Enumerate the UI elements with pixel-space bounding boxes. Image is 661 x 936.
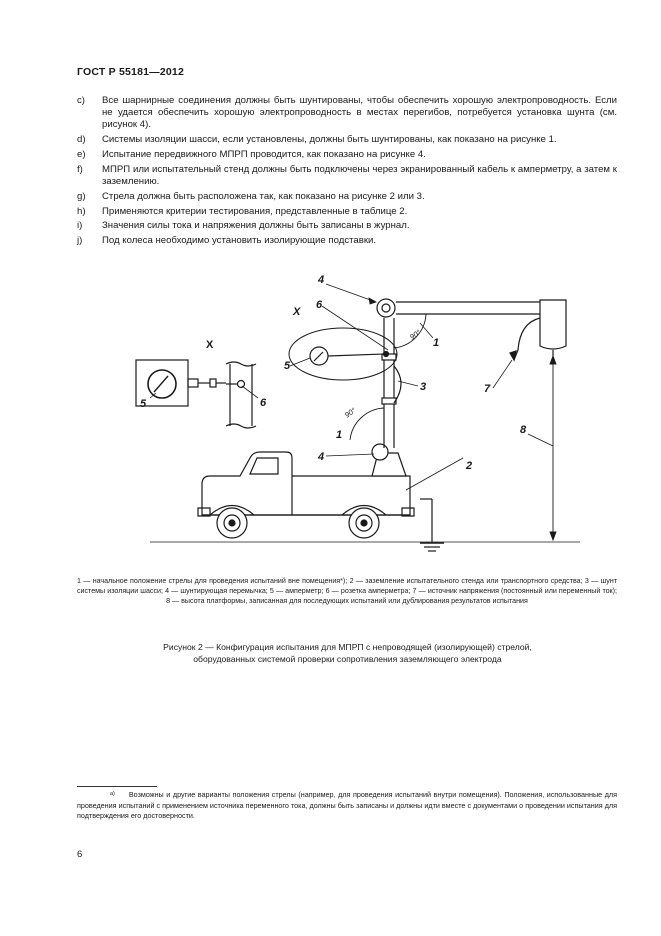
upper-shunt-jumper bbox=[377, 299, 395, 317]
horizontal-boom bbox=[396, 302, 542, 314]
angle-label-top: 90° bbox=[407, 327, 423, 342]
footnote-divider bbox=[77, 786, 157, 787]
item-text: МПРП или испытательный стенд должны быть подключены через экранированный кабель к амперметру, а затем к заземлению. bbox=[102, 163, 617, 187]
item-letter: i) bbox=[77, 220, 83, 232]
requirements-list bbox=[77, 95, 617, 250]
list-item-h bbox=[77, 206, 617, 218]
item-text: Стрела должна быть расположена так, как показано на рисунке 2 или 3. bbox=[102, 190, 425, 202]
footnote-text: Возможны и другие варианты положения стрелы (например, для проведения испытаний внутри помещения). Положения, использованные для проведения испытаний с применением источника переменного тока, должны быть записаны и должны идти вместе с документами о проведении испытания для подтверждения его достоверности. bbox=[77, 790, 617, 820]
item-text: Применяются критерии тестирования, представленные в таблице 2. bbox=[102, 205, 408, 217]
voltage-source-cable bbox=[514, 318, 540, 360]
upper-angle-arc bbox=[394, 314, 426, 348]
platform-height-dimension bbox=[550, 356, 556, 540]
label-x-lower: X bbox=[206, 339, 214, 351]
item-text: Под колеса необходимо установить изолирующие подставки. bbox=[102, 235, 377, 247]
item-text: Все шарнирные соединения должны быть шунтированы, чтобы обеспечить хорошую электропроводность. Если не удается обеспечить хорошую электропроводность в местах перегибов, потребуется установка шунта (см. рисунок 4). bbox=[102, 95, 617, 131]
lower-shunt-jumper bbox=[372, 444, 388, 460]
label-1-bottom: 1 bbox=[336, 429, 343, 441]
item-text: Испытание передвижного МПРП проводится, как показано на рисунке 4. bbox=[102, 149, 426, 160]
footnote-marker: а) bbox=[110, 791, 115, 797]
item-letter: e) bbox=[77, 149, 86, 160]
footnote bbox=[77, 789, 617, 822]
item-letter: d) bbox=[77, 134, 86, 146]
list-item-g bbox=[77, 191, 617, 203]
figure-legend: 1 — начальное положение стрелы для проведения испытаний вне помещения*); 2 — заземление испытательного стенда или транспортного средства; 3 — шунт системы изоляции шасси; 4 — шунтирующая перемычка; 5 — амперметр; 6 — розетка амперметра; 7 — источник напряжения (постоянный или переменный ток); 8 — высота платформы, записанная для последующих испытаний или дублирования результатов испытания bbox=[77, 577, 617, 605]
ammeter-plug bbox=[188, 379, 226, 387]
label-4-top: 4 bbox=[318, 274, 325, 286]
label-1-top: 1 bbox=[433, 337, 440, 349]
list-item-j bbox=[77, 235, 617, 247]
list-item-i bbox=[77, 220, 617, 232]
list-item-e bbox=[77, 149, 617, 161]
list-item-c bbox=[77, 95, 617, 132]
item-letter: j) bbox=[77, 235, 83, 247]
label-5-left: 5 bbox=[140, 398, 147, 410]
label-8: 8 bbox=[520, 424, 527, 436]
ammeter-socket-detail bbox=[384, 352, 389, 357]
item-letter: c) bbox=[77, 95, 85, 106]
label-7: 7 bbox=[484, 383, 491, 395]
label-6-top: 6 bbox=[316, 299, 323, 311]
list-item-f bbox=[77, 164, 617, 188]
label-5: 5 bbox=[284, 360, 291, 372]
ground-symbol bbox=[420, 499, 444, 551]
figure-caption bbox=[100, 641, 595, 665]
label-3: 3 bbox=[420, 381, 427, 393]
label-2: 2 bbox=[466, 460, 473, 472]
angle-label-bottom: 90° bbox=[342, 405, 358, 420]
caption-line-2: оборудованных системой проверки сопротивления заземляющего электрода bbox=[193, 654, 502, 664]
item-letter: f) bbox=[77, 163, 83, 175]
boom-section-detail bbox=[226, 362, 256, 428]
page-number: 6 bbox=[77, 849, 83, 860]
label-x-upper: X bbox=[293, 306, 301, 318]
list-item-d bbox=[77, 134, 617, 146]
document-header: ГОСТ Р 55181—2012 bbox=[77, 66, 185, 78]
label-6-left: 6 bbox=[260, 397, 267, 409]
item-letter: g) bbox=[77, 190, 86, 202]
caption-line-1: Рисунок 2 — Конфигурация испытания для МПРП с непроводящей (изолирующей) стрелой, bbox=[163, 642, 532, 652]
label-4-bottom: 4 bbox=[318, 451, 325, 463]
item-letter: h) bbox=[77, 205, 86, 217]
platform-bucket bbox=[540, 300, 566, 349]
ammeter-large bbox=[148, 370, 176, 398]
item-text: Системы изоляции шасси, если установлены, должны быть шунтированы, как показано на рисунке 1. bbox=[102, 134, 557, 146]
item-text: Значения силы тока и напряжения должны быть записаны в журнал. bbox=[102, 220, 410, 232]
test-configuration-figure bbox=[110, 268, 580, 568]
